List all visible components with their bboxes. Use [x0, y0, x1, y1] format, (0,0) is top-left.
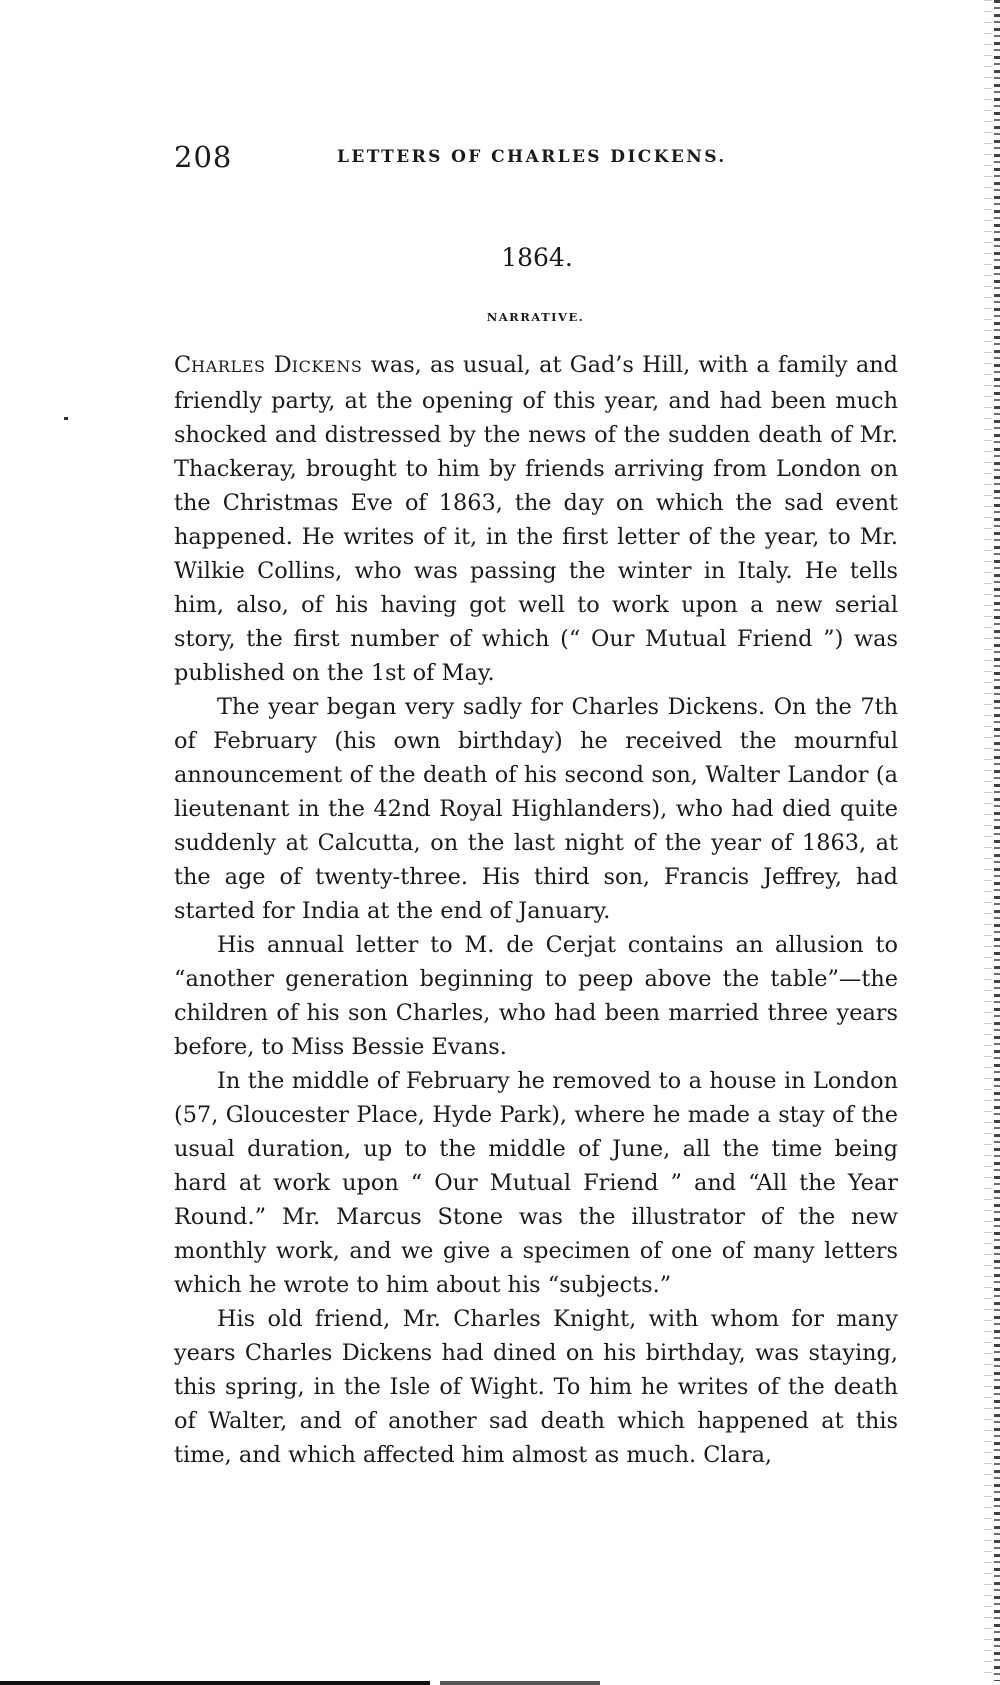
- paragraph-5: His old friend, Mr. Charles Knight, with whom for many years Charles Dickens had dined on his birthday, was staying, this spring, in the Isle of Wight. To him he writes of the death of Walter, and of another sad death which happened at this time, and which affected him almost as much. Clara,: [174, 1306, 898, 1468]
- page-number: 208: [174, 140, 233, 174]
- paragraph-2: The year began very sadly for Charles Dickens. On the 7th of February (his own birthday) he received the mournful announcement of the death of his second son, Walter Landor (a lieutenant in the 42nd Royal Highlanders), who had died quite suddenly at Calcutta, on the last night of the year of 1863, at the age of twenty-three. His third son, Francis Jeffrey, had started for India at the end of January.: [174, 694, 898, 924]
- paragraph-1: [174, 348, 898, 690]
- small-caps-initial: C: [174, 352, 192, 378]
- small-caps-rest: ICKENS: [291, 357, 363, 376]
- scan-edge-speckle: [984, 0, 992, 1685]
- body-text: [174, 348, 898, 1472]
- scan-speck: [64, 417, 68, 420]
- paragraph-3: His annual letter to M. de Cerjat contains an allusion to “another generation beginning to peep above the table”—the children of his son Charles, who had been married three years before, to Miss Bessie Evans.: [174, 932, 898, 1060]
- running-title: LETTERS OF CHARLES DICKENS.: [337, 147, 727, 167]
- scan-edge-bottom: [0, 1681, 1000, 1685]
- paragraph-1-text: was, as usual, at Gad’s Hill, with a family and friendly party, at the opening of this year, and had been much shocked and distressed by the news of the sudden death of Mr. Thackeray, brought to him by friends arriving from London on the Christmas Eve of 1863, the day on which the sad event happened. He writes of it, in the first letter of the year, to Mr. Wilkie Collins, who was passing the winter in Italy. He tells him, also, of his having got well to work upon a new serial story, the first number of which (“ Our Mutual Friend ”) was published on the 1st of May.: [174, 352, 899, 686]
- year-heading: 1864.: [501, 243, 573, 272]
- small-caps-rest: HARLES: [191, 357, 266, 376]
- scan-edge-right: [994, 0, 1000, 1685]
- paragraph-4: In the middle of February he removed to a house in London (57, Gloucester Place, Hyde Park), where he made a stay of the usual duration, up to the middle of June, all the time being hard at work upon “ Our Mutual Friend ” and “All the Year Round.” Mr. Marcus Stone was the illustrator of the new monthly work, and we give a specimen of one of many letters which he wrote to him about his “subjects.”: [174, 1068, 898, 1298]
- section-title: NARRATIVE.: [486, 310, 585, 324]
- small-caps-initial: D: [273, 352, 292, 378]
